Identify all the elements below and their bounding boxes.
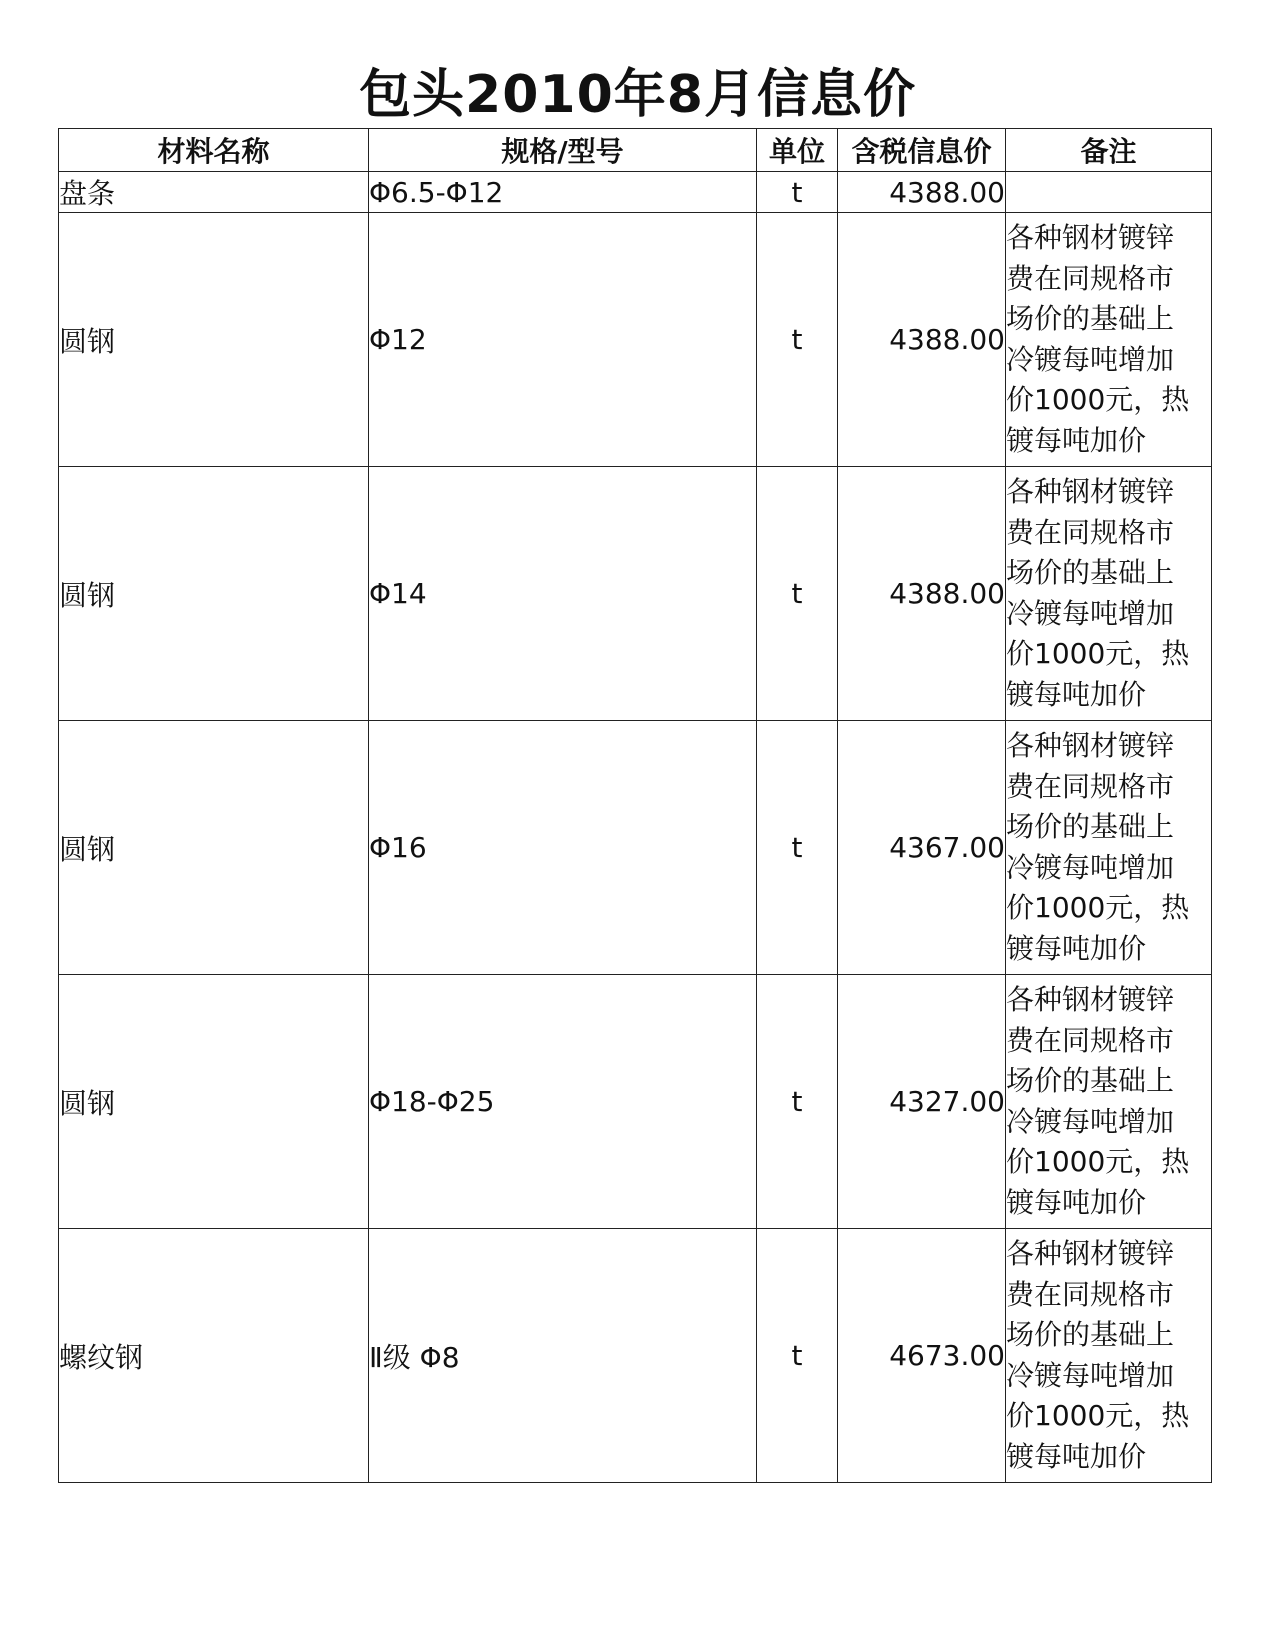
cell-material-name: 螺纹钢 [59,1229,369,1483]
cell-unit: t [757,172,838,213]
cell-material-name: 盘条 [59,172,369,213]
header-spec-model: 规格/型号 [369,129,757,172]
table-row [59,213,1212,467]
cell-remarks: 各种钢材镀锌 费在同规格市 场价的基础上 冷镀每吨增加 价1000元，热 镀每吨加价 [1006,1229,1212,1483]
cell-spec-model: Φ14 [369,467,757,721]
cell-remarks: 各种钢材镀锌 费在同规格市 场价的基础上 冷镀每吨增加 价1000元，热 镀每吨加价 [1006,975,1212,1229]
cell-price: 4327.00 [838,975,1006,1229]
price-table [58,128,1212,1483]
cell-material-name: 圆钢 [59,213,369,467]
header-material-name: 材料名称 [59,129,369,172]
cell-unit: t [757,213,838,467]
table-row [59,172,1212,213]
cell-unit: t [757,467,838,721]
header-remarks: 备注 [1006,129,1212,172]
cell-spec-model: Φ18-Φ25 [369,975,757,1229]
cell-price: 4388.00 [838,467,1006,721]
header-tax-inclusive-price: 含税信息价 [838,129,1006,172]
cell-remarks [1006,172,1212,213]
table-row [59,721,1212,975]
table-row [59,975,1212,1229]
table-row [59,467,1212,721]
cell-remarks: 各种钢材镀锌 费在同规格市 场价的基础上 冷镀每吨增加 价1000元，热 镀每吨加价 [1006,467,1212,721]
cell-price: 4388.00 [838,213,1006,467]
cell-spec-model: Ⅱ级 Φ8 [369,1229,757,1483]
cell-spec-model: Φ12 [369,213,757,467]
cell-price: 4388.00 [838,172,1006,213]
cell-price: 4673.00 [838,1229,1006,1483]
cell-material-name: 圆钢 [59,721,369,975]
cell-unit: t [757,721,838,975]
cell-remarks: 各种钢材镀锌 费在同规格市 场价的基础上 冷镀每吨增加 价1000元，热 镀每吨加价 [1006,213,1212,467]
cell-unit: t [757,975,838,1229]
cell-unit: t [757,1229,838,1483]
cell-price: 4367.00 [838,721,1006,975]
table-header-row [59,129,1212,172]
page-title: 包头2010年8月信息价 [359,65,916,125]
header-unit: 单位 [757,129,838,172]
cell-remarks: 各种钢材镀锌 费在同规格市 场价的基础上 冷镀每吨增加 价1000元，热 镀每吨加价 [1006,721,1212,975]
cell-material-name: 圆钢 [59,467,369,721]
cell-spec-model: Φ16 [369,721,757,975]
cell-spec-model: Φ6.5-Φ12 [369,172,757,213]
table-row [59,1229,1212,1483]
cell-material-name: 圆钢 [59,975,369,1229]
